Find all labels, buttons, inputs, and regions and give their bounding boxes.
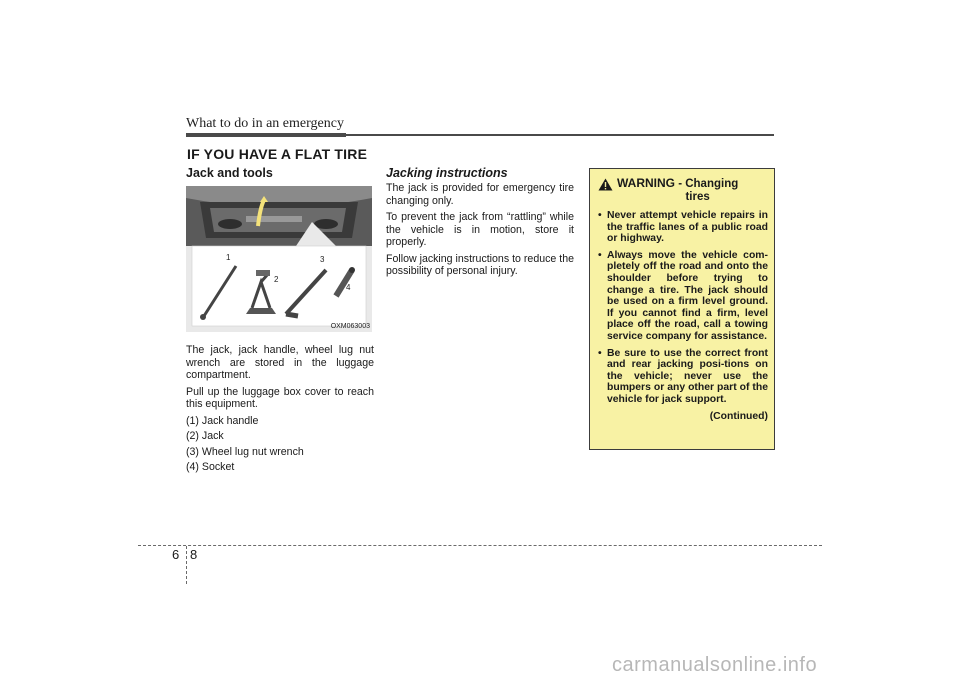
- warning-header: [598, 177, 768, 204]
- tools-figure: [186, 186, 372, 332]
- callout-2: 2: [274, 275, 279, 284]
- jacking-paragraph-2: To prevent the jack from “rattling” while the vehicle is in motion, store it properly.: [386, 211, 574, 248]
- footer-rule: [138, 545, 822, 546]
- warning-dash: - Changing: [675, 178, 739, 190]
- warning-word: WARNING: [617, 176, 675, 190]
- jacking-heading: Jacking instructions: [386, 166, 508, 180]
- warning-bullet-3: • Be sure to use the correct front and rear jacking posi-tions on the vehicle; never use the bumpers or any other part of the vehicle for jack support.: [598, 348, 768, 406]
- tool-item-jack-handle: (1) Jack handle: [186, 414, 259, 427]
- tools-illustration: [186, 186, 372, 332]
- jacking-paragraph-1: The jack is provided for emergency tire changing only.: [386, 182, 574, 207]
- tool-item-socket: (4) Socket: [186, 461, 235, 473]
- header-rule-accent: [186, 133, 346, 137]
- jacking-instructions-section: [386, 166, 574, 282]
- jack-paragraph-1: The jack, jack handle, wheel lug nut wrench are stored in the luggage compartment.: [186, 344, 374, 381]
- footer-divider: [186, 546, 187, 584]
- jack-and-tools-section: [186, 166, 374, 477]
- tool-item-jack: (2) Jack: [186, 430, 224, 442]
- watermark: carmanualsonline.info: [612, 654, 818, 676]
- figure-code: OXM063003: [330, 323, 370, 330]
- callout-3: 3: [320, 255, 325, 264]
- warning-list: [598, 210, 768, 406]
- page-number: 8: [190, 547, 198, 562]
- warning-triangle-icon: [598, 178, 613, 191]
- jack-paragraph-2: Pull up the luggage box cover to reach this equipment.: [186, 385, 374, 410]
- warning-title: [617, 177, 738, 204]
- page-chapter-number: 6: [172, 547, 180, 562]
- warning-topic: tires: [685, 191, 710, 203]
- section-header: [186, 114, 774, 136]
- warning-bullet-2: • Always move the vehicle com-pletely off the road and onto the shoulder before trying to change a tire. The jack should be used on a firm level ground. If you cannot find a firm, level place off the road, call a towing service company for assistance.: [598, 250, 768, 343]
- chapter-title: IF YOU HAVE A FLAT TIRE: [187, 146, 368, 162]
- warning-bullet-1: • Never attempt vehicle repairs in the traffic lanes of a public road or highway.: [598, 210, 768, 245]
- jack-and-tools-heading: Jack and tools: [186, 166, 273, 180]
- warning-box: [589, 168, 775, 450]
- jacking-paragraph-3: Follow jacking instructions to reduce the possibility of personal injury.: [386, 252, 574, 277]
- tool-item-lug-wrench: (3) Wheel lug nut wrench: [186, 445, 304, 458]
- continued-label: (Continued): [709, 410, 768, 422]
- callout-4: 4: [346, 283, 351, 292]
- section-label: What to do in an emergency: [186, 116, 344, 131]
- callout-1: 1: [226, 253, 231, 262]
